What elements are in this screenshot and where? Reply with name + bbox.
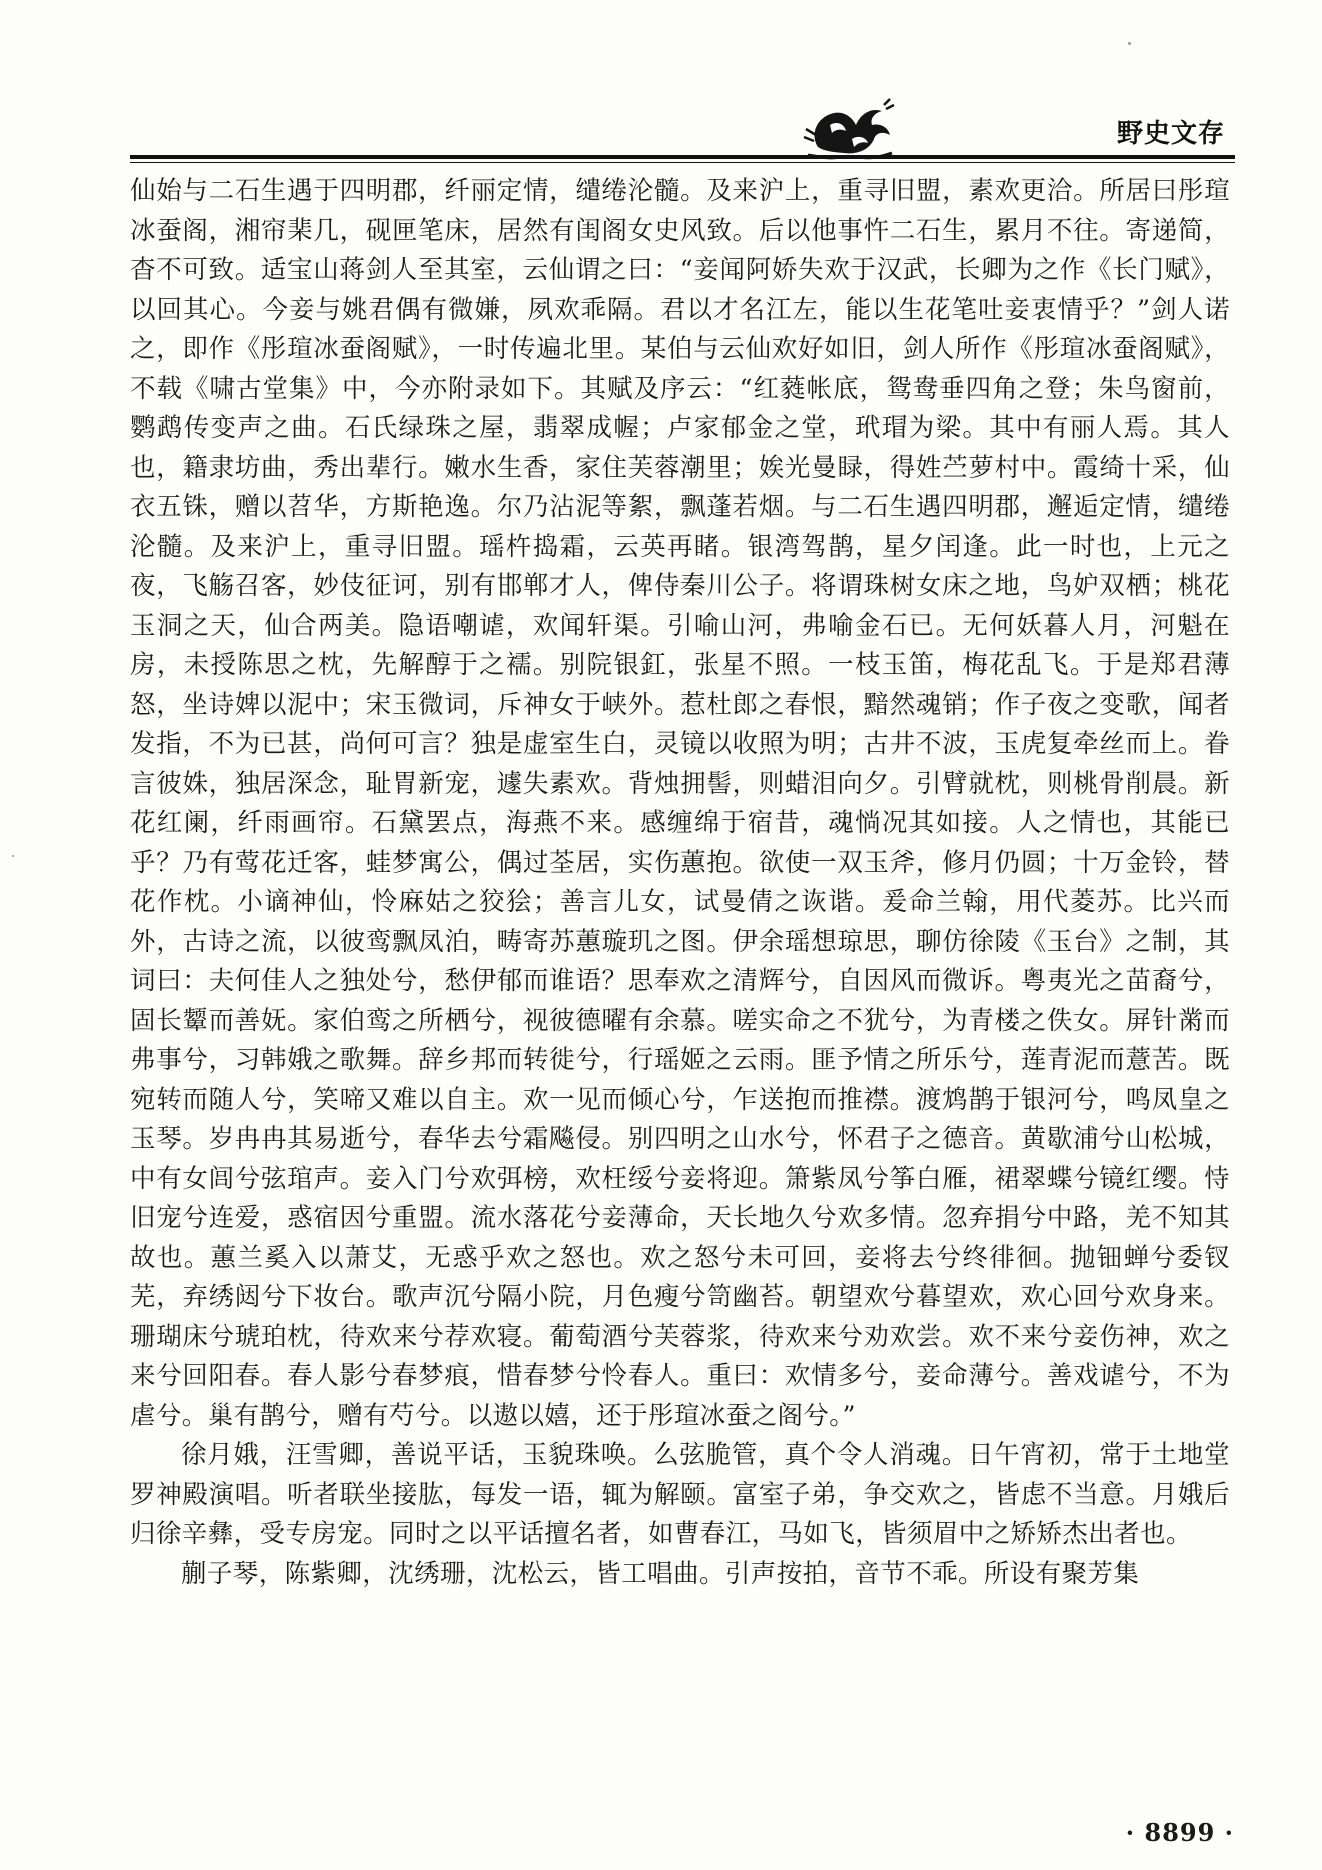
scan-speck bbox=[12, 855, 14, 857]
body-text bbox=[130, 172, 1230, 1594]
page-number: · 8899 · bbox=[1125, 1818, 1234, 1847]
scan-speck bbox=[1128, 42, 1131, 45]
paragraph-1: 仙始与二石生遇于四明郡，纤丽定情，缱绻沦髓。及来沪上，重寻旧盟，素欢更洽。所居曰彤瑄冰蚕阁，湘帘棐几，砚匣笔床，居然有闺阁女史风致。后以他事忤二石生，累月不往。寄递简，杳不可致。适宝山蒋剑人至其室，云仙谓之曰：“妾闻阿娇失欢于汉武，长卿为之作《长门赋》，以回其心。今妾与姚君偶有微嫌，夙欢乖隔。君以才名江左，能以生花笔吐妾衷情乎？”剑人诺之，即作《彤瑄冰蚕阁赋》，一时传遍北里。某伯与云仙欢好如旧，剑人所作《彤瑄冰蚕阁赋》，不载《啸古堂集》中，今亦附录如下。其赋及序云：“红蕤帐底，鸳鸯垂四角之登；朱鸟窗前，鹦鹉传变声之曲。石氏绿珠之屋，翡翠成幄；卢家郁金之堂，玳瑁为梁。其中有丽人焉。其人也，籍隶坊曲，秀出辈行。嫩水生香，家住芙蓉潮里；娭光曼睩，得姓苎萝村中。霞绮十采，仙衣五铢，赠以苕华，方斯艳逸。尔乃沾泥等絮，飘蓬若烟。与二石生遇四明郡，邂逅定情，缱绻沦髓。及来沪上，重寻旧盟。瑶杵捣霜，云英再睹。银湾驾鹊，星夕闰逢。此一时也，上元之夜，飞觞召客，妙伎征诃，别有邯郸才人，俾侍秦川公子。将谓珠树女床之地，鸟妒双栖；桃花玉洞之天，仙合两美。隐语嘲谑，欢闻轩渠。引喻山河，弗喻金石已。无何妖暮人月，河魁在房，未授陈思之枕，先解醇于之襦。别院银釭，张星不照。一枝玉笛，梅花乱飞。于是郑君薄怒，坐诗婢以泥中；宋玉微词，斥神女于峡外。惹杜郎之春恨，黯然魂销；作子夜之变歌，闻者发指，不为已甚，尚何可言？独是虚室生白，灵镜以收照为明；古井不波，玉虎复牵丝而上。眷言彼姝，独居深念，耻胃新宠，遽失素欢。背烛拥髻，则蜡泪向夕。引臂就枕，则桃骨削晨。新花红阑，纤雨画帘。石黛罢点，海燕不来。感缠绵于宿昔，魂惝况其如接。人之情也，其能已乎？乃有莺花迁客，蛙梦寓公，偶过荃居，实伤蕙抱。欲使一双玉斧，修月仍圆；十万金铃，替花作枕。小谪神仙，怜麻姑之狡狯；善言儿女，试曼倩之诙谐。爰命兰翰，用代菱苏。比兴而外，古诗之流，以彼鸾飘凤泊，畴寄苏蕙璇玑之图。伊余瑶想琼思，聊仿徐陵《玉台》之制，其词曰：夫何佳人之独处兮，愁伊郁而谁语？思奉欢之清辉兮，自因风而微诉。粤夷光之苗裔兮，固长颦而善妩。家伯鸾之所栖兮，视彼德曜有余慕。嗟实命之不犹兮，为青楼之佚女。屏针黹而弗事兮，习韩娥之歌舞。辞乡邦而转徙兮，行瑶姬之云雨。匪予情之所乐兮，莲青泥而薏苦。既宛转而随人兮，笑啼又难以自主。欢一见而倾心兮，乍送抱而推襟。渡鸩鹊于银河兮，鸣凤皇之玉琴。岁冉冉其易逝兮，春华去兮霜飚侵。别四明之山水兮，怀君子之德音。黄歇浦兮山松城，中有女闾兮弦琯声。妾入门兮欢弭榜，欢枉绥兮妾将迎。箫紫凤兮筝白雁，裙翠蝶兮镜红缨。恃旧宠兮连爱，惑宿因兮重盟。流水落花兮妾薄命，天长地久兮欢多情。忽弃捐兮中路，羌不知其故也。蕙兰奚入以萧艾，无惑乎欢之怒也。欢之怒兮未可回，妾将去兮终徘徊。抛钿蝉兮委钗芜，弃绣闼兮下妆台。歌声沉兮隔小院，月色瘦兮笥幽苔。朝望欢兮暮望欢，欢心回兮欢身来。珊瑚床兮琥珀枕，待欢来兮荐欢寝。葡萄酒兮芙蓉浆，待欢来兮劝欢尝。欢不来兮妾伤神，欢之来兮回阳春。春人影兮春梦痕，惜春梦兮怜春人。重曰：欢情多兮，妾命薄兮。善戏谑兮，不为虐兮。巢有鹊兮，赠有芍兮。以遨以嬉，还于彤瑄冰蚕之阁兮。” bbox=[130, 176, 1230, 1431]
paragraph-3: 蒯子琴，陈紫卿，沈绣珊，沈松云，皆工唱曲。引声按拍，音节不乖。所设有聚芳集 bbox=[181, 1558, 1140, 1589]
paragraph-2: 徐月娥，汪雪卿，善说平话，玉貌珠唤。么弦脆管，真个令人消魂。日午宵初，常于土地堂罗神殿演唱。听者联坐接肱，每发一语，辄为解颐。富室子弟，争交欢之，皆虑不当意。月娥后归徐辛彝，受专房宠。同时之以平话擅名者，如曹春江，马如飞，皆须眉中之矫矫杰出者也。 bbox=[130, 1440, 1230, 1549]
header-title: 野史文存 bbox=[1116, 119, 1225, 149]
header-rule-thick bbox=[130, 155, 1235, 159]
header-rule-thin bbox=[130, 162, 1235, 163]
running-header bbox=[130, 95, 1235, 157]
